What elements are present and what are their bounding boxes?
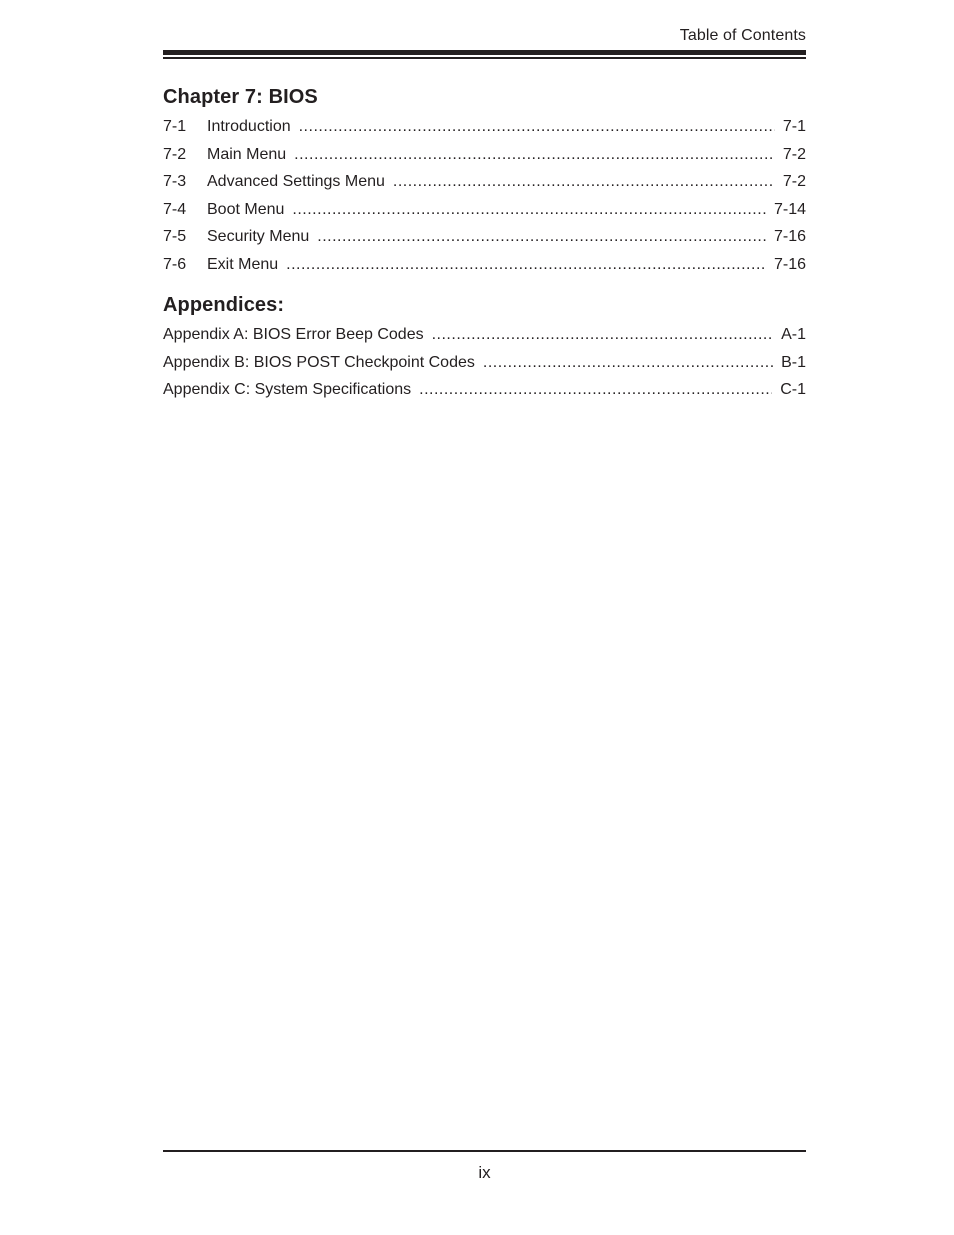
toc-entry-page: 7-16 [773, 228, 806, 245]
toc-entry-title: Main Menu [207, 145, 287, 163]
toc-entry-title: Advanced Settings Menu [207, 173, 385, 190]
toc-entry-page: 7-2 [782, 173, 806, 190]
toc-entry-number: 7-6 [163, 255, 187, 273]
toc-entry-page: 7-2 [782, 145, 806, 163]
toc-entry[interactable] [163, 376, 806, 404]
toc-entry-title: Appendix A: BIOS Error Beep Codes [163, 326, 424, 343]
toc-entry-title: Boot Menu [207, 200, 285, 218]
toc-entry-number: 7-3 [163, 173, 187, 190]
header-rule-thick [163, 50, 806, 55]
table-of-contents [163, 84, 806, 404]
dot-leader [292, 196, 766, 224]
toc-entry[interactable] [163, 196, 806, 224]
dot-leader [317, 223, 766, 251]
toc-entry[interactable] [163, 168, 806, 196]
toc-entry[interactable] [163, 349, 806, 377]
toc-entry-page: 7-1 [782, 118, 806, 135]
toc-entry-number: 7-2 [163, 145, 187, 163]
toc-entry-title: Appendix B: BIOS POST Checkpoint Codes [163, 353, 475, 371]
toc-entry[interactable] [163, 223, 806, 251]
toc-entry-title: Exit Menu [207, 255, 279, 273]
toc-entry-page: A-1 [781, 326, 806, 343]
toc-entry[interactable] [163, 141, 806, 169]
toc-entry[interactable] [163, 251, 806, 279]
toc-entry[interactable] [163, 113, 806, 141]
dot-leader [286, 251, 766, 279]
toc-entry[interactable] [163, 321, 806, 349]
toc-entry-number: 7-1 [163, 118, 187, 135]
footer-rule [163, 1150, 806, 1152]
dot-leader [299, 113, 775, 141]
toc-entry-page: 7-14 [773, 200, 806, 218]
toc-entry-title: Security Menu [207, 228, 310, 245]
chapter-7-heading: Chapter 7: BIOS [163, 86, 318, 108]
page-number: ix [478, 1163, 491, 1182]
toc-entry-title: Appendix C: System Specifications [163, 381, 412, 398]
toc-entry-page: 7-16 [773, 255, 806, 273]
dot-leader [432, 321, 774, 349]
running-header-title: Table of Contents [679, 27, 806, 44]
toc-entry-page: B-1 [781, 353, 806, 371]
dot-leader [393, 168, 775, 196]
toc-entry-page: C-1 [780, 381, 806, 398]
toc-entry-number: 7-4 [163, 200, 187, 218]
dot-leader [483, 349, 773, 377]
page-header [163, 26, 806, 60]
appendices-heading: Appendices: [163, 294, 285, 316]
dot-leader [294, 141, 775, 169]
header-rule-thin [163, 57, 806, 59]
toc-entry-number: 7-5 [163, 228, 187, 245]
toc-entry-title: Introduction [207, 118, 291, 135]
dot-leader [419, 376, 772, 404]
